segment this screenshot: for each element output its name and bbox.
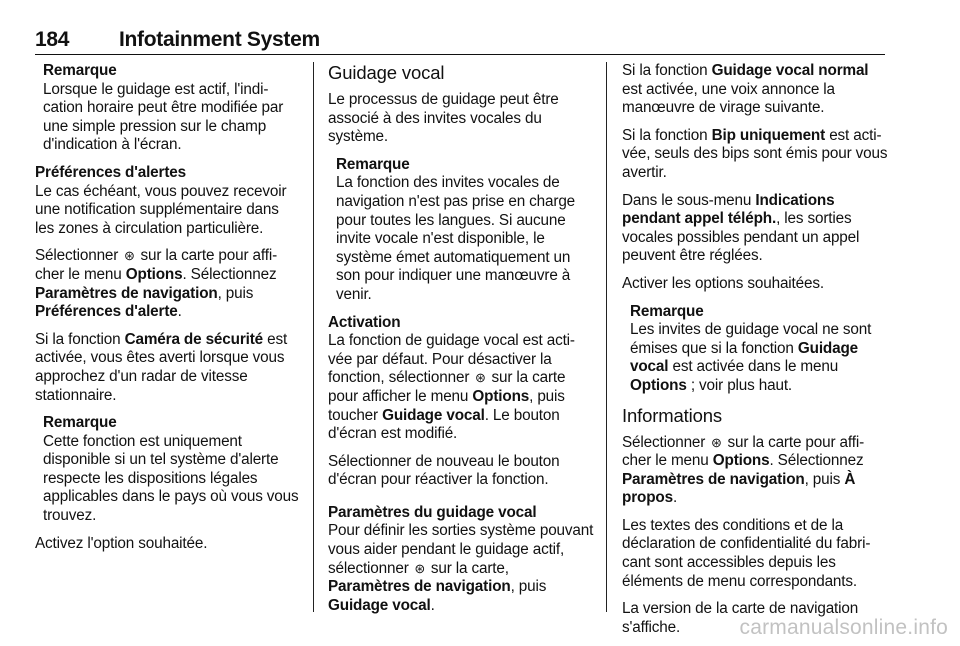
column-divider-2 [606, 62, 607, 612]
text-run: . Sélectionnez [182, 265, 277, 283]
text-run: est activée, une voix annonce la manœuvre de virage suivante. [622, 80, 835, 117]
multifunction-knob-icon: ⊛ [414, 560, 426, 576]
alerts-heading: Préférences d'alertes [35, 163, 186, 181]
text-run: est acti-vée, seuls des bips sont émis pour vous avertir. [622, 126, 888, 181]
alert-prefs-term: Préférences d'alerte [35, 303, 178, 321]
note-clock [43, 62, 300, 155]
voice-guidance-term: Guidage vocal [382, 406, 485, 424]
activate-options-paragraph: Activer les options souhaitées. [622, 274, 824, 292]
activation-heading: Activation [328, 313, 401, 331]
text-run: . Le bouton d'écran est modifié. [328, 406, 560, 443]
voice-guidance-heading: Guidage vocal [328, 62, 445, 83]
text-run: sur la carte pour affi-cher le menu [622, 433, 865, 470]
submenu-paragraph [622, 192, 888, 266]
note-title: Remarque [336, 155, 410, 173]
text-run: Dans le sous-menu [622, 191, 752, 209]
text-run: Si la fonction [622, 126, 708, 144]
beep-only-term: Bip uniquement [711, 126, 826, 144]
text-run: Les invites de guidage vocal ne sont émises que si la fonction [630, 321, 872, 357]
text-run: ; voir plus haut. [690, 376, 793, 394]
column-2 [328, 62, 594, 624]
normal-voice-paragraph [622, 62, 888, 118]
activation-paragraph [328, 314, 594, 444]
note-languages [336, 156, 594, 305]
reactivate-paragraph: Sélectionner de nouveau le bouton d'écran pour réactiver la fonction. [328, 452, 560, 489]
beep-paragraph [622, 127, 888, 183]
nav-params-term: Paramètres de navigation [35, 284, 218, 302]
note-title: Remarque [43, 414, 117, 432]
about-term: À propos [622, 470, 856, 507]
voice-normal-term: Guidage vocal normal [711, 62, 869, 79]
note-title: Remarque [630, 302, 704, 320]
text-run: sur la carte pour affi-cher le menu [35, 247, 278, 283]
multifunction-knob-icon: ⊛ [475, 370, 486, 386]
note-text: Cette fonction est uniquement disponible si un tel système d'alerte respecte les dispositions légales applicables dans le pays où vous vous trouvez. [43, 432, 299, 525]
params-paragraph [328, 504, 594, 616]
options-term: Options [712, 452, 770, 470]
params-heading: Paramètres du guidage vocal [328, 503, 537, 521]
info-instructions [622, 434, 888, 508]
text-run: Sélectionner [622, 433, 706, 451]
voice-guidance-term: Guidage vocal [328, 596, 431, 614]
text-run: , puis toucher [328, 387, 565, 424]
text-run: sur la carte, [430, 559, 509, 577]
voice-intro: Le processus de guidage peut être associé à des invites vocales du système. [328, 91, 559, 146]
safety-camera-paragraph [35, 331, 300, 405]
safety-camera-term: Caméra de sécurité [124, 330, 264, 348]
text-run: . [672, 489, 678, 507]
note-legal [43, 414, 300, 526]
column-3 [622, 62, 888, 646]
nav-params-term: Paramètres de navigation [328, 578, 511, 596]
during-call-term: Indications pendant appel téléph. [622, 191, 835, 228]
options-term: Options [472, 387, 530, 405]
section-title: Infotainment System [119, 28, 320, 51]
informations-heading: Informations [622, 404, 722, 426]
activate-paragraph: Activez l'option souhaitée. [35, 534, 208, 552]
text-run: , puis [217, 284, 254, 302]
column-1 [35, 62, 300, 562]
multifunction-knob-icon: ⊛ [710, 434, 722, 450]
note-title: Remarque [43, 62, 117, 79]
terms-paragraph: Les textes des conditions et de la déclaration de confidentialité du fabri-cant sont accessibles depuis les éléments de menu correspondants. [622, 516, 871, 590]
page-number: 184 [35, 28, 70, 51]
nav-params-term: Paramètres de navigation [622, 470, 805, 488]
text-run: Pour définir les sorties système pouvant vous aider pendant le guidage actif, sélectionner [328, 522, 594, 577]
text-run: , les sorties vocales possibles pendant un appel peuvent être réglées. [622, 210, 860, 265]
options-term: Options [125, 265, 183, 283]
note-voice-options [630, 303, 888, 396]
text-run: . [430, 596, 435, 614]
voice-guidance-term: Guidage vocal [630, 339, 859, 376]
note-text: La fonction des invites vocales de navigation n'est pas prise en charge pour toutes les langues. Si aucune invite vocale n'est disponible, le système émet automatiquement un son pour indiquer une manœuvre à venir. [336, 174, 576, 303]
text-run: sur la carte pour afficher le menu [328, 369, 566, 405]
text-run: est activée dans le menu [672, 358, 839, 376]
multifunction-knob-icon: ⊛ [123, 248, 135, 264]
options-term: Options [630, 376, 687, 394]
alerts-instructions [35, 247, 300, 321]
map-version-paragraph: La version de la carte de navigation s'affiche. [622, 600, 859, 636]
text-run: est activée, vous êtes averti lorsque vous approchez d'un radar de vitesse stationnaire. [35, 330, 288, 404]
text-run: Si la fonction [622, 62, 708, 79]
page-header [35, 22, 885, 55]
watermark: carmanualsonline.info [739, 616, 948, 639]
alerts-paragraph [35, 164, 300, 238]
text-run: Sélectionner [35, 247, 119, 265]
note-text: Lorsque le guidage est actif, l'indi-cation horaire peut être modifiée par une simple pression sur le champ d'indication à l'écran. [43, 80, 284, 154]
text-run: Si la fonction [35, 330, 121, 348]
text-run: La fonction de guidage vocal est acti-vée par défaut. Pour désactiver la fonction, sélectionner [328, 332, 575, 387]
text-run: . [177, 303, 182, 321]
text-run: , puis [510, 578, 547, 596]
column-divider-1 [313, 62, 314, 612]
text-run: , puis [804, 470, 841, 488]
alerts-text: Le cas échéant, vous pouvez recevoir une notification supplémentaire dans les zones à circulation particulière. [35, 182, 287, 237]
text-run: . Sélectionnez [769, 452, 864, 470]
